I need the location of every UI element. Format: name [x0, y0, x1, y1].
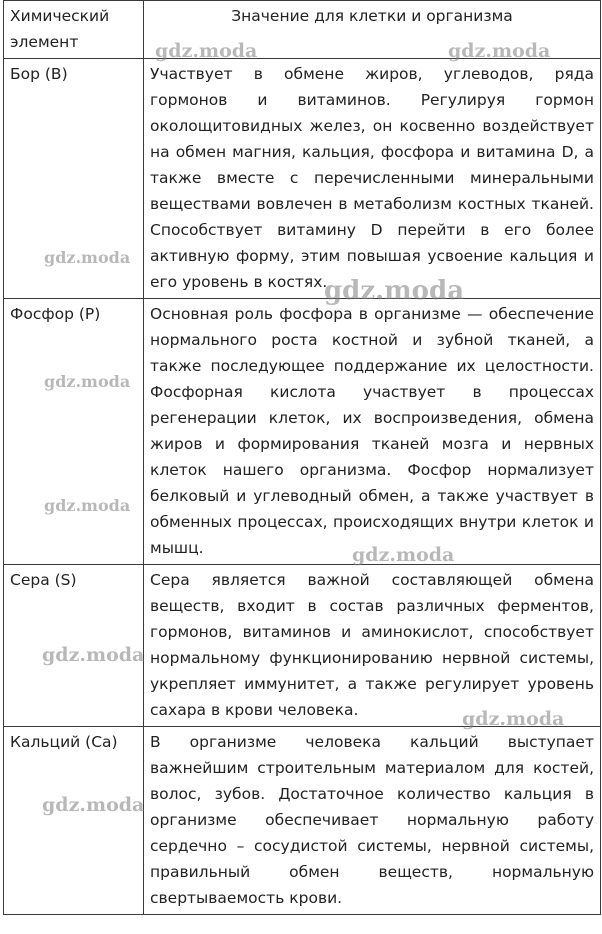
element-description: Основная роль фосфора в организме — обеспечение нормального роста костной и зубной тканей, а также последующее поддержание их целостности. Фосфорная кислота участвует в процессах регенерации клеток, их воспроизведения, обмена жиров и формирования тканей мозга и нервных клеток нашего организма. Фосфор нормализует белковый и углеводный обмен, а также участвует в обменных процессах, происходящих внутри клеток и мышц. — [144, 299, 601, 565]
watermark: gdz.moda — [462, 708, 565, 730]
table-row — [4, 59, 601, 299]
table-row — [4, 727, 601, 915]
watermark: gdz.moda — [448, 40, 551, 62]
watermark: gdz.moda — [352, 544, 455, 566]
watermark: gdz.moda — [42, 644, 145, 666]
watermark: gdz.moda — [155, 40, 258, 62]
header-element: Химический элемент — [4, 1, 144, 59]
table-header-row — [4, 1, 601, 59]
watermark: gdz.moda — [44, 496, 131, 515]
header-meaning: Значение для клетки и организма — [144, 1, 601, 59]
element-name: Фосфор (Р) — [4, 299, 144, 565]
element-description: Участвует в обмене жиров, углеводов, ряда гормонов и витаминов. Регулируя гормон околощитовидных желез, он косвенно воздействует на обмен магния, кальция, фосфора и витамина D, а также вместе с перечисленными минеральными веществами вовлечен в метаболизм костных тканей. Способствует витамину D перейти в его более активную форму, этим повышая усвоение кальция и его уровень в костях. — [144, 59, 601, 299]
element-name: Сера (S) — [4, 565, 144, 727]
watermark: gdz.moda — [44, 248, 131, 267]
element-name: Бор (В) — [4, 59, 144, 299]
element-name: Кальций (Са) — [4, 727, 144, 915]
table-row — [4, 299, 601, 565]
element-description: Сера является важной составляющей обмена веществ, входит в состав различных ферментов, гормонов, витаминов и аминокислот, способствует нормальному функционированию нервной системы, укрепляет иммунитет, а также регулирует уровень сахара в крови человека. — [144, 565, 601, 727]
watermark: gdz.moda — [42, 794, 145, 816]
watermark: gdz.moda — [324, 276, 465, 306]
elements-table — [3, 0, 601, 915]
watermark: gdz.moda — [44, 372, 131, 391]
element-description: В организме человека кальций выступает важнейшим строительным материалом для костей, волос, зубов. Достаточное количество кальция в организме обеспечивает нормальную работу сердечно – сосудистой системы, нервной системы, правильный обмен веществ, нормальную свертываемость крови. — [144, 727, 601, 915]
table-row — [4, 565, 601, 727]
